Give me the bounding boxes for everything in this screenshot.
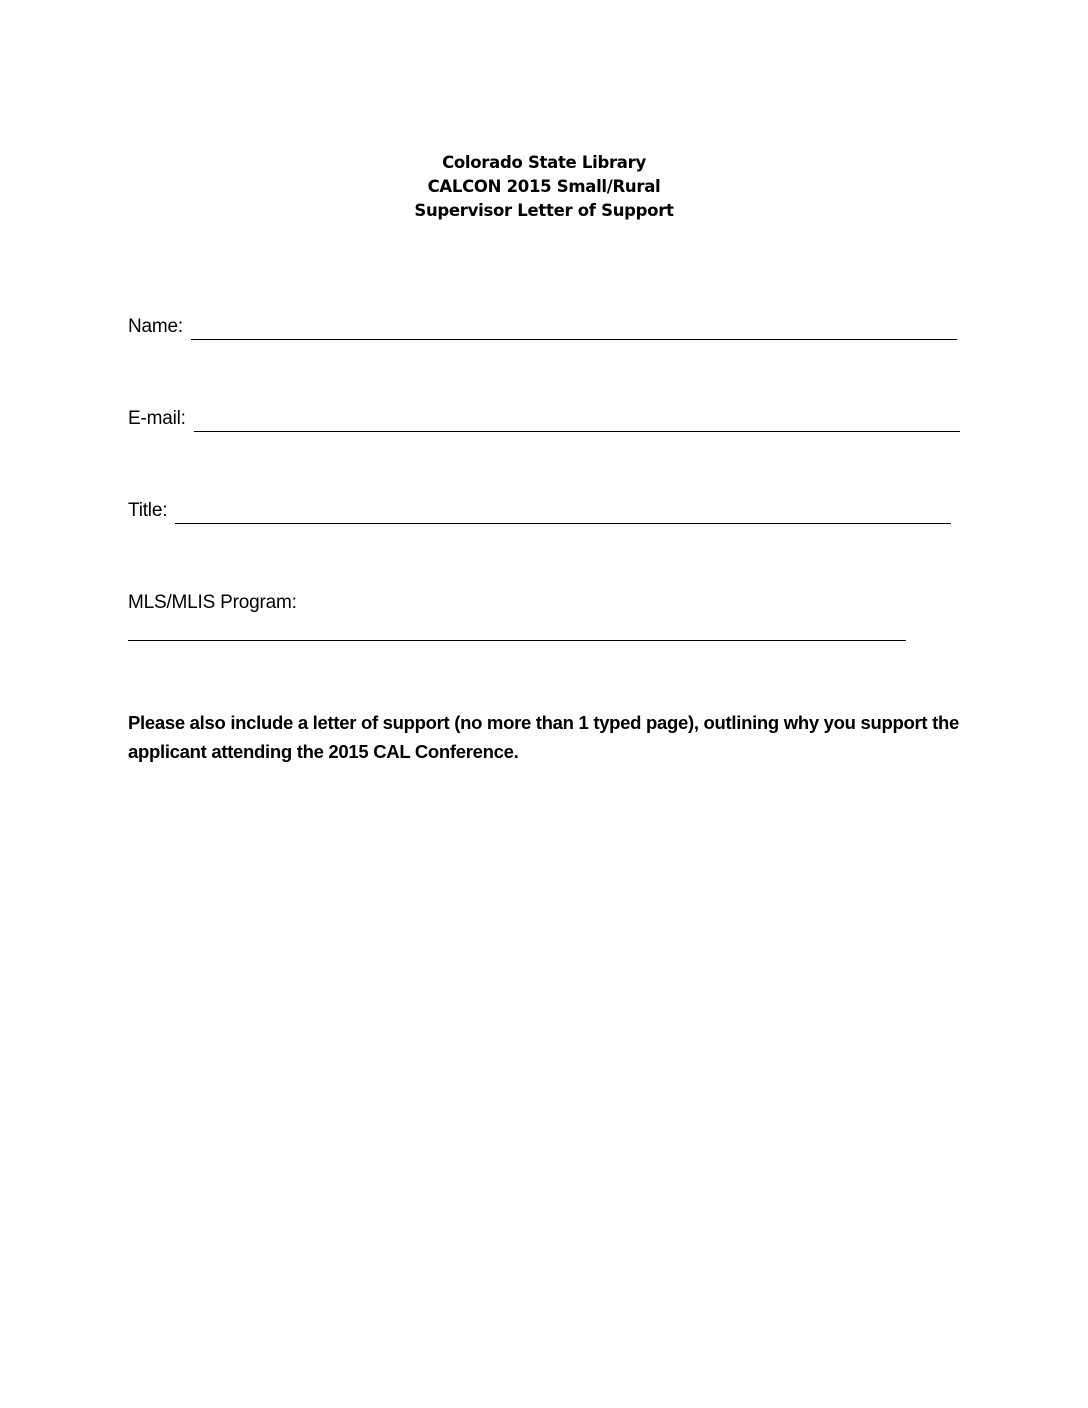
program-label: MLS/MLIS Program:: [128, 592, 297, 613]
name-label: Name:: [128, 316, 183, 337]
title-field-row: [128, 500, 951, 522]
support-letter-note: Please also include a letter of support (no more than 1 typed page), outlining why you support the applicant attending the 2015 CAL Conference.: [128, 712, 959, 762]
header-form-title: Supervisor Letter of Support: [414, 201, 674, 220]
title-label: Title:: [128, 500, 168, 521]
name-field-row: [128, 316, 957, 338]
document-header: [0, 151, 1088, 223]
email-field[interactable]: [194, 431, 960, 432]
program-field-row: [128, 592, 297, 614]
email-label: E-mail:: [128, 408, 186, 429]
header-organization: Colorado State Library: [442, 153, 646, 172]
title-field[interactable]: [175, 523, 951, 524]
email-field-row: [128, 408, 960, 430]
name-field[interactable]: [191, 339, 957, 340]
header-program: CALCON 2015 Small/Rural: [427, 177, 661, 196]
program-field[interactable]: [128, 640, 906, 641]
